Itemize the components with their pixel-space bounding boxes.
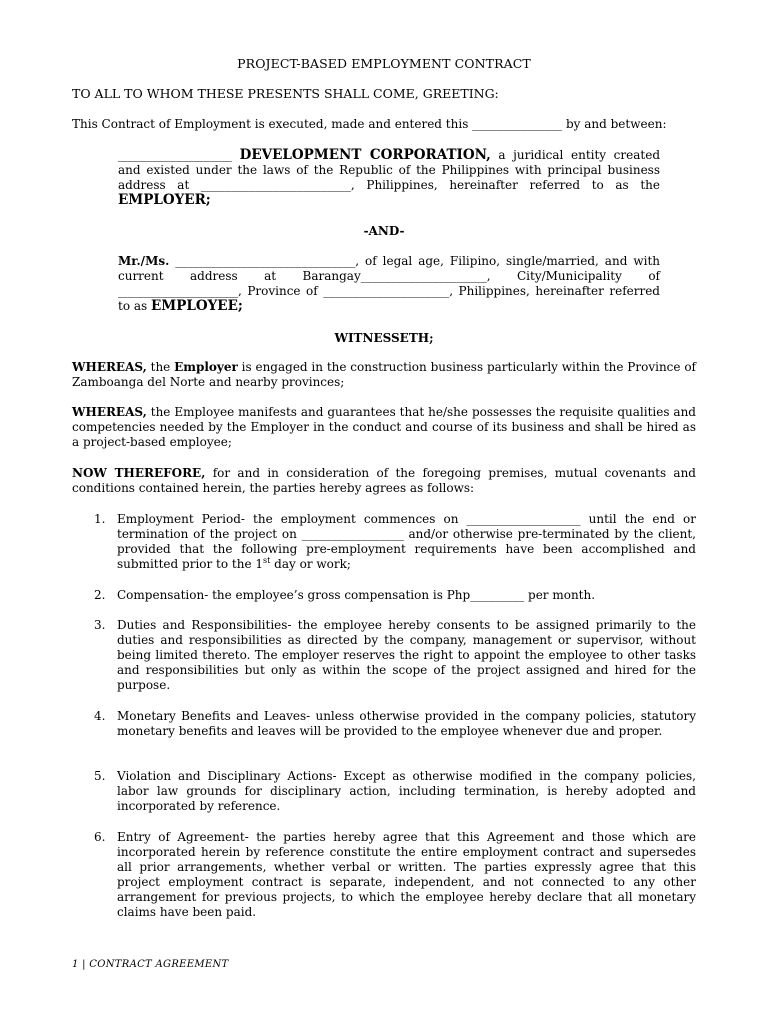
list-item-text <box>117 512 696 572</box>
list-item-text-a: Employment Period- the employment commences on ___________________ until the end or termination of the project on _________________ and/or otherwise pre-terminated by the client, provided that the following pre-employment requirements have been accomplished and submitted prior to the 1 <box>117 512 696 571</box>
employee-prefix: Mr./Ms. <box>118 254 170 268</box>
whereas-text-2: the Employee manifests and guarantees that he/she possesses the requisite qualities and competencies needed by the Employer in the conduct and course of its business and shall be hired as a project-based employee; <box>72 405 696 449</box>
list-item <box>94 618 696 693</box>
list-item-text: Duties and Responsibilities- the employee hereby consents to be assigned primarily to the duties and responsibilities as directed by the company, management or supervisor, without being limited thereto. The employer reserves the right to appoint the employee to other tasks and responsibilities but only as within the scope of the project assigned and hired for the purpose. <box>117 618 696 692</box>
whereas-paragraph-1 <box>72 360 696 390</box>
employer-label: EMPLOYER; <box>118 192 211 208</box>
employer-description: a juridical entity created and existed under the laws of the Republic of the Philippines with principal business address at _________________________, Philippines, hereinafter referred to as the <box>118 148 661 192</box>
whereas-paragraph-2 <box>72 405 696 450</box>
list-item <box>94 769 696 814</box>
list-item-text: Monetary Benefits and Leaves- unless otherwise provided in the company policies, statutory monetary benefits and leaves will be provided to the employee whenever due and proper. <box>117 709 696 738</box>
greeting-heading: TO ALL TO WHOM THESE PRESENTS SHALL COME, GREETING: <box>72 86 499 101</box>
document-title: PROJECT-BASED EMPLOYMENT CONTRACT <box>237 56 531 71</box>
employer-name-blank: ___________________ <box>118 148 232 162</box>
now-therefore-text: for and in consideration of the foregoing premises, mutual covenants and conditions contained herein, the parties hereby agrees as follows: <box>72 466 696 495</box>
intro-paragraph: This Contract of Employment is executed, made and entered this _______________ by and between: <box>72 117 667 131</box>
whereas-pre-1: the <box>146 360 175 374</box>
list-item <box>94 588 696 603</box>
list-item-text-b: day or work; <box>270 557 351 571</box>
list-item <box>94 709 696 739</box>
list-item-text: Compensation- the employee’s gross compensation is Php_________ per month. <box>117 588 596 602</box>
whereas-lead-1: WHEREAS, <box>72 360 147 374</box>
whereas-lead-2: WHEREAS, <box>72 405 147 419</box>
list-item <box>94 512 696 572</box>
now-therefore-lead: NOW THEREFORE, <box>72 466 206 480</box>
witnesseth-heading: WITNESSETH; <box>334 331 434 345</box>
list-item-number: 4. <box>94 709 106 723</box>
list-item-number: 6. <box>94 830 106 844</box>
employee-paragraph <box>118 254 660 314</box>
employer-term: Employer <box>174 360 238 374</box>
ordinal-suffix: st <box>263 556 271 565</box>
employer-paragraph <box>118 148 660 208</box>
page-footer: 1 | CONTRACT AGREEMENT <box>72 959 229 970</box>
list-item-number: 5. <box>94 769 106 783</box>
list-item <box>94 830 696 920</box>
list-item-number: 3. <box>94 618 106 632</box>
list-item-text: Entry of Agreement- the parties hereby agree that this Agreement and those which are incorporated herein by reference constitute the entire employment contract and supersedes all prior arrangements, whether verbal or written. The parties expressly agree that this project employment contract is separate, independent, and not connected to any other arrangement for previous projects, to which the employee hereby declare that all monetary claims have been paid. <box>117 830 696 919</box>
employee-label: EMPLOYEE; <box>151 298 243 314</box>
list-item-text: Violation and Disciplinary Actions- Except as otherwise modified in the company policies, labor law grounds for disciplinary action, including termination, is hereby adopted and incorporated by reference. <box>117 769 696 813</box>
whereas-text-1: is engaged in the construction business particularly within the Province of Zamboanga del Norte and nearby provinces; <box>72 360 696 389</box>
now-therefore-paragraph <box>72 466 696 496</box>
employee-description: ______________________________, of legal age, Filipino, single/married, and with current address at Barangay_____________________, City/Municipality of ____________________, Province of _____________________, Philippines, hereinafter referred to as <box>118 254 660 313</box>
list-item-number: 2. <box>94 588 106 602</box>
employer-company-name: DEVELOPMENT CORPORATION, <box>239 147 491 163</box>
list-item-number: 1. <box>94 512 106 526</box>
and-separator: -AND- <box>363 224 405 238</box>
